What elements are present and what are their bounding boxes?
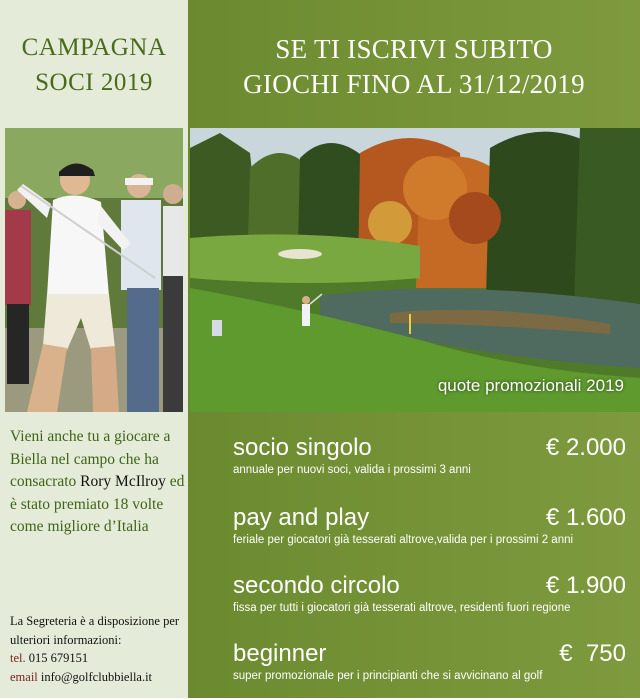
phone-value[interactable]: 015 679151 (28, 651, 89, 665)
headline (188, 32, 640, 102)
offer-description: annuale per nuovi soci, valida i prossimi 3 anni (233, 464, 471, 476)
offer-beginner (188, 640, 640, 700)
intro-text-before: Vieni anche tu a giocare a Biella nel campo che ha consacrato (10, 428, 171, 490)
offer-price: € 1.900 (545, 572, 626, 599)
intro-text-after: ed è stato premiato 18 volte come migliore d’Italia (10, 473, 185, 535)
contact-info (10, 612, 186, 686)
headline-line-2: GIOCHI FINO AL 31/12/2019 (243, 69, 585, 99)
offer-title: beginner (233, 640, 327, 667)
golfer-photo (5, 128, 183, 412)
promo-caption: quote promozionali 2019 (437, 376, 624, 395)
offer-description: super promozionale per i principianti che si avvicinano al golf (233, 670, 543, 682)
campaign-title (0, 30, 188, 100)
offer-price: € 1.600 (545, 504, 626, 531)
offer-description: feriale per giocatori già tesserati altrove,valida per i prossimi 2 anni (233, 534, 574, 546)
offer-socio-singolo (188, 434, 640, 494)
contact-intro: La Segreteria è a disposizione per ulteriori informazioni: (10, 614, 180, 647)
offer-title: pay and play (233, 504, 370, 531)
offer-title: secondo circolo (233, 572, 400, 599)
contact-phone-row (10, 649, 186, 668)
contact-email-row (10, 668, 186, 687)
campaign-line-2: SOCI 2019 (35, 69, 153, 96)
player-name: Rory McIlroy (80, 473, 166, 490)
offer-title: socio singolo (233, 434, 372, 461)
offer-price: € 750 (559, 640, 626, 667)
offer-price: € 2.000 (545, 434, 626, 461)
phone-label: tel. (10, 651, 26, 665)
email-label: email (10, 669, 38, 684)
left-column (0, 0, 188, 698)
offer-description: fissa per tutti i giocatori già tesserati altrove, residenti fuori regione (233, 602, 571, 614)
campaign-line-1: CAMPAGNA (21, 34, 167, 61)
offer-secondo-circolo (188, 572, 640, 632)
headline-line-1: SE TI ISCRIVI SUBITO (275, 34, 553, 64)
email-link[interactable]: info@golfclubbiella.it (40, 669, 153, 684)
offer-pay-and-play (188, 504, 640, 564)
intro-paragraph (10, 426, 186, 539)
golf-course-photo (190, 128, 640, 412)
right-column (188, 0, 640, 698)
